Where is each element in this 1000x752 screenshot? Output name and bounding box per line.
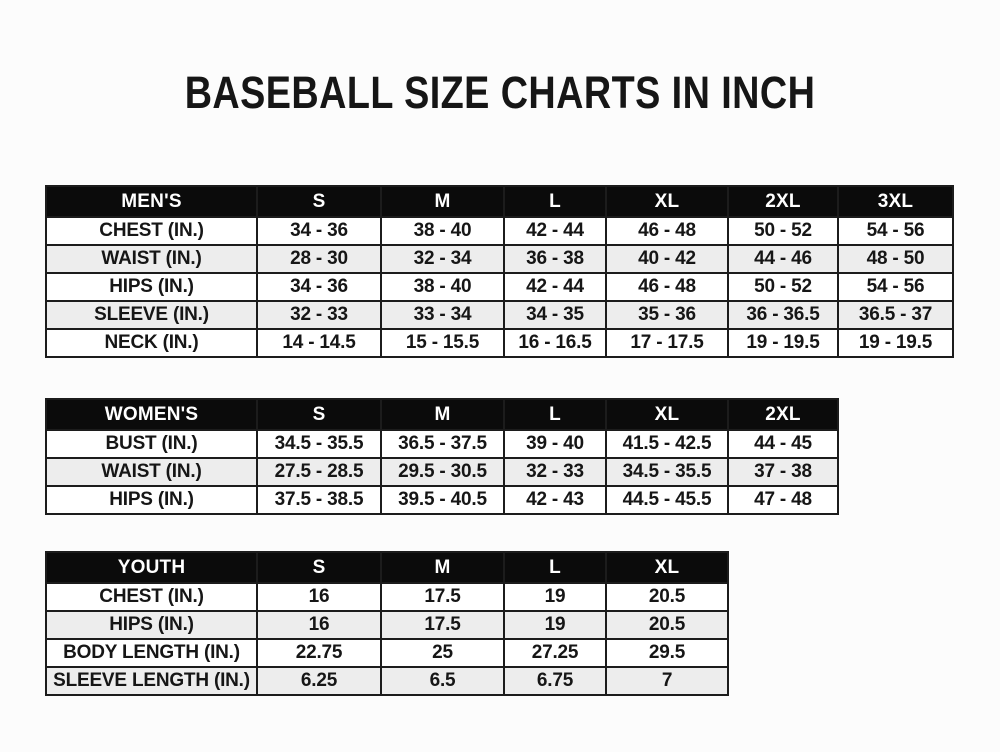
size-value-cell: 7 xyxy=(606,667,728,695)
size-column-header: L xyxy=(504,186,606,217)
size-value-cell: 6.75 xyxy=(504,667,606,695)
table-row xyxy=(46,217,953,245)
size-value-cell: 29.5 - 30.5 xyxy=(381,458,504,486)
table-row xyxy=(46,245,953,273)
size-value-cell: 39 - 40 xyxy=(504,430,606,458)
size-value-cell: 22.75 xyxy=(257,639,381,667)
table-row xyxy=(46,486,838,514)
size-value-cell: 16 xyxy=(257,583,381,611)
size-value-cell: 44 - 46 xyxy=(728,245,838,273)
size-value-cell: 34.5 - 35.5 xyxy=(257,430,381,458)
size-value-cell: 54 - 56 xyxy=(838,217,953,245)
mens-size-table xyxy=(45,185,954,358)
table-row xyxy=(46,430,838,458)
header-row xyxy=(46,552,728,583)
size-value-cell: 6.25 xyxy=(257,667,381,695)
size-value-cell: 6.5 xyxy=(381,667,504,695)
size-value-cell: 42 - 44 xyxy=(504,217,606,245)
size-column-header: XL xyxy=(606,399,728,430)
table-row xyxy=(46,458,838,486)
size-column-header: M xyxy=(381,186,504,217)
table-row xyxy=(46,583,728,611)
size-column-header: 2XL xyxy=(728,186,838,217)
size-value-cell: 34.5 - 35.5 xyxy=(606,458,728,486)
size-column-header: M xyxy=(381,399,504,430)
size-value-cell: 48 - 50 xyxy=(838,245,953,273)
table-row xyxy=(46,611,728,639)
size-value-cell: 44.5 - 45.5 xyxy=(606,486,728,514)
size-value-cell: 17.5 xyxy=(381,611,504,639)
table-row xyxy=(46,329,953,357)
size-value-cell: 42 - 43 xyxy=(504,486,606,514)
table-row xyxy=(46,273,953,301)
measure-label-cell: CHEST (IN.) xyxy=(46,583,257,611)
size-value-cell: 14 - 14.5 xyxy=(257,329,381,357)
size-column-header: XL xyxy=(606,552,728,583)
size-value-cell: 50 - 52 xyxy=(728,273,838,301)
size-value-cell: 27.25 xyxy=(504,639,606,667)
size-value-cell: 34 - 35 xyxy=(504,301,606,329)
size-value-cell: 19 - 19.5 xyxy=(728,329,838,357)
size-value-cell: 29.5 xyxy=(606,639,728,667)
size-column-header: M xyxy=(381,552,504,583)
measure-label-cell: HIPS (IN.) xyxy=(46,611,257,639)
table-row xyxy=(46,667,728,695)
size-value-cell: 36.5 - 37.5 xyxy=(381,430,504,458)
group-title-cell: WOMEN'S xyxy=(46,399,257,430)
measure-label-cell: SLEEVE (IN.) xyxy=(46,301,257,329)
size-value-cell: 20.5 xyxy=(606,583,728,611)
youth-size-table xyxy=(45,551,729,696)
size-value-cell: 34 - 36 xyxy=(257,273,381,301)
size-column-header: XL xyxy=(606,186,728,217)
measure-label-cell: BUST (IN.) xyxy=(46,430,257,458)
size-column-header: S xyxy=(257,399,381,430)
size-value-cell: 36 - 36.5 xyxy=(728,301,838,329)
size-column-header: S xyxy=(257,552,381,583)
size-value-cell: 19 xyxy=(504,583,606,611)
size-column-header: 2XL xyxy=(728,399,838,430)
size-value-cell: 50 - 52 xyxy=(728,217,838,245)
size-value-cell: 33 - 34 xyxy=(381,301,504,329)
measure-label-cell: NECK (IN.) xyxy=(46,329,257,357)
size-value-cell: 36 - 38 xyxy=(504,245,606,273)
size-value-cell: 19 - 19.5 xyxy=(838,329,953,357)
size-value-cell: 28 - 30 xyxy=(257,245,381,273)
size-value-cell: 42 - 44 xyxy=(504,273,606,301)
size-value-cell: 27.5 - 28.5 xyxy=(257,458,381,486)
size-value-cell: 40 - 42 xyxy=(606,245,728,273)
measure-label-cell: HIPS (IN.) xyxy=(46,486,257,514)
measure-label-cell: CHEST (IN.) xyxy=(46,217,257,245)
size-value-cell: 17.5 xyxy=(381,583,504,611)
size-value-cell: 54 - 56 xyxy=(838,273,953,301)
size-column-header: L xyxy=(504,399,606,430)
measure-label-cell: BODY LENGTH (IN.) xyxy=(46,639,257,667)
size-value-cell: 32 - 34 xyxy=(381,245,504,273)
table-row xyxy=(46,639,728,667)
measure-label-cell: WAIST (IN.) xyxy=(46,245,257,273)
size-value-cell: 34 - 36 xyxy=(257,217,381,245)
size-value-cell: 47 - 48 xyxy=(728,486,838,514)
size-value-cell: 32 - 33 xyxy=(257,301,381,329)
size-column-header: S xyxy=(257,186,381,217)
size-value-cell: 16 xyxy=(257,611,381,639)
group-title-cell: MEN'S xyxy=(46,186,257,217)
size-value-cell: 15 - 15.5 xyxy=(381,329,504,357)
size-value-cell: 19 xyxy=(504,611,606,639)
header-row xyxy=(46,399,838,430)
table-row xyxy=(46,301,953,329)
measure-label-cell: WAIST (IN.) xyxy=(46,458,257,486)
size-value-cell: 32 - 33 xyxy=(504,458,606,486)
size-value-cell: 37 - 38 xyxy=(728,458,838,486)
measure-label-cell: HIPS (IN.) xyxy=(46,273,257,301)
womens-size-table xyxy=(45,398,839,515)
size-column-header: L xyxy=(504,552,606,583)
size-value-cell: 41.5 - 42.5 xyxy=(606,430,728,458)
size-value-cell: 38 - 40 xyxy=(381,273,504,301)
size-value-cell: 25 xyxy=(381,639,504,667)
size-value-cell: 17 - 17.5 xyxy=(606,329,728,357)
header-row xyxy=(46,186,953,217)
size-value-cell: 46 - 48 xyxy=(606,273,728,301)
size-value-cell: 16 - 16.5 xyxy=(504,329,606,357)
group-title-cell: YOUTH xyxy=(46,552,257,583)
size-value-cell: 39.5 - 40.5 xyxy=(381,486,504,514)
measure-label-cell: SLEEVE LENGTH (IN.) xyxy=(46,667,257,695)
size-value-cell: 36.5 - 37 xyxy=(838,301,953,329)
page-title: BASEBALL SIZE CHARTS IN INCH xyxy=(184,67,816,118)
size-value-cell: 38 - 40 xyxy=(381,217,504,245)
size-value-cell: 44 - 45 xyxy=(728,430,838,458)
size-value-cell: 46 - 48 xyxy=(606,217,728,245)
size-value-cell: 35 - 36 xyxy=(606,301,728,329)
size-value-cell: 20.5 xyxy=(606,611,728,639)
size-value-cell: 37.5 - 38.5 xyxy=(257,486,381,514)
size-column-header: 3XL xyxy=(838,186,953,217)
